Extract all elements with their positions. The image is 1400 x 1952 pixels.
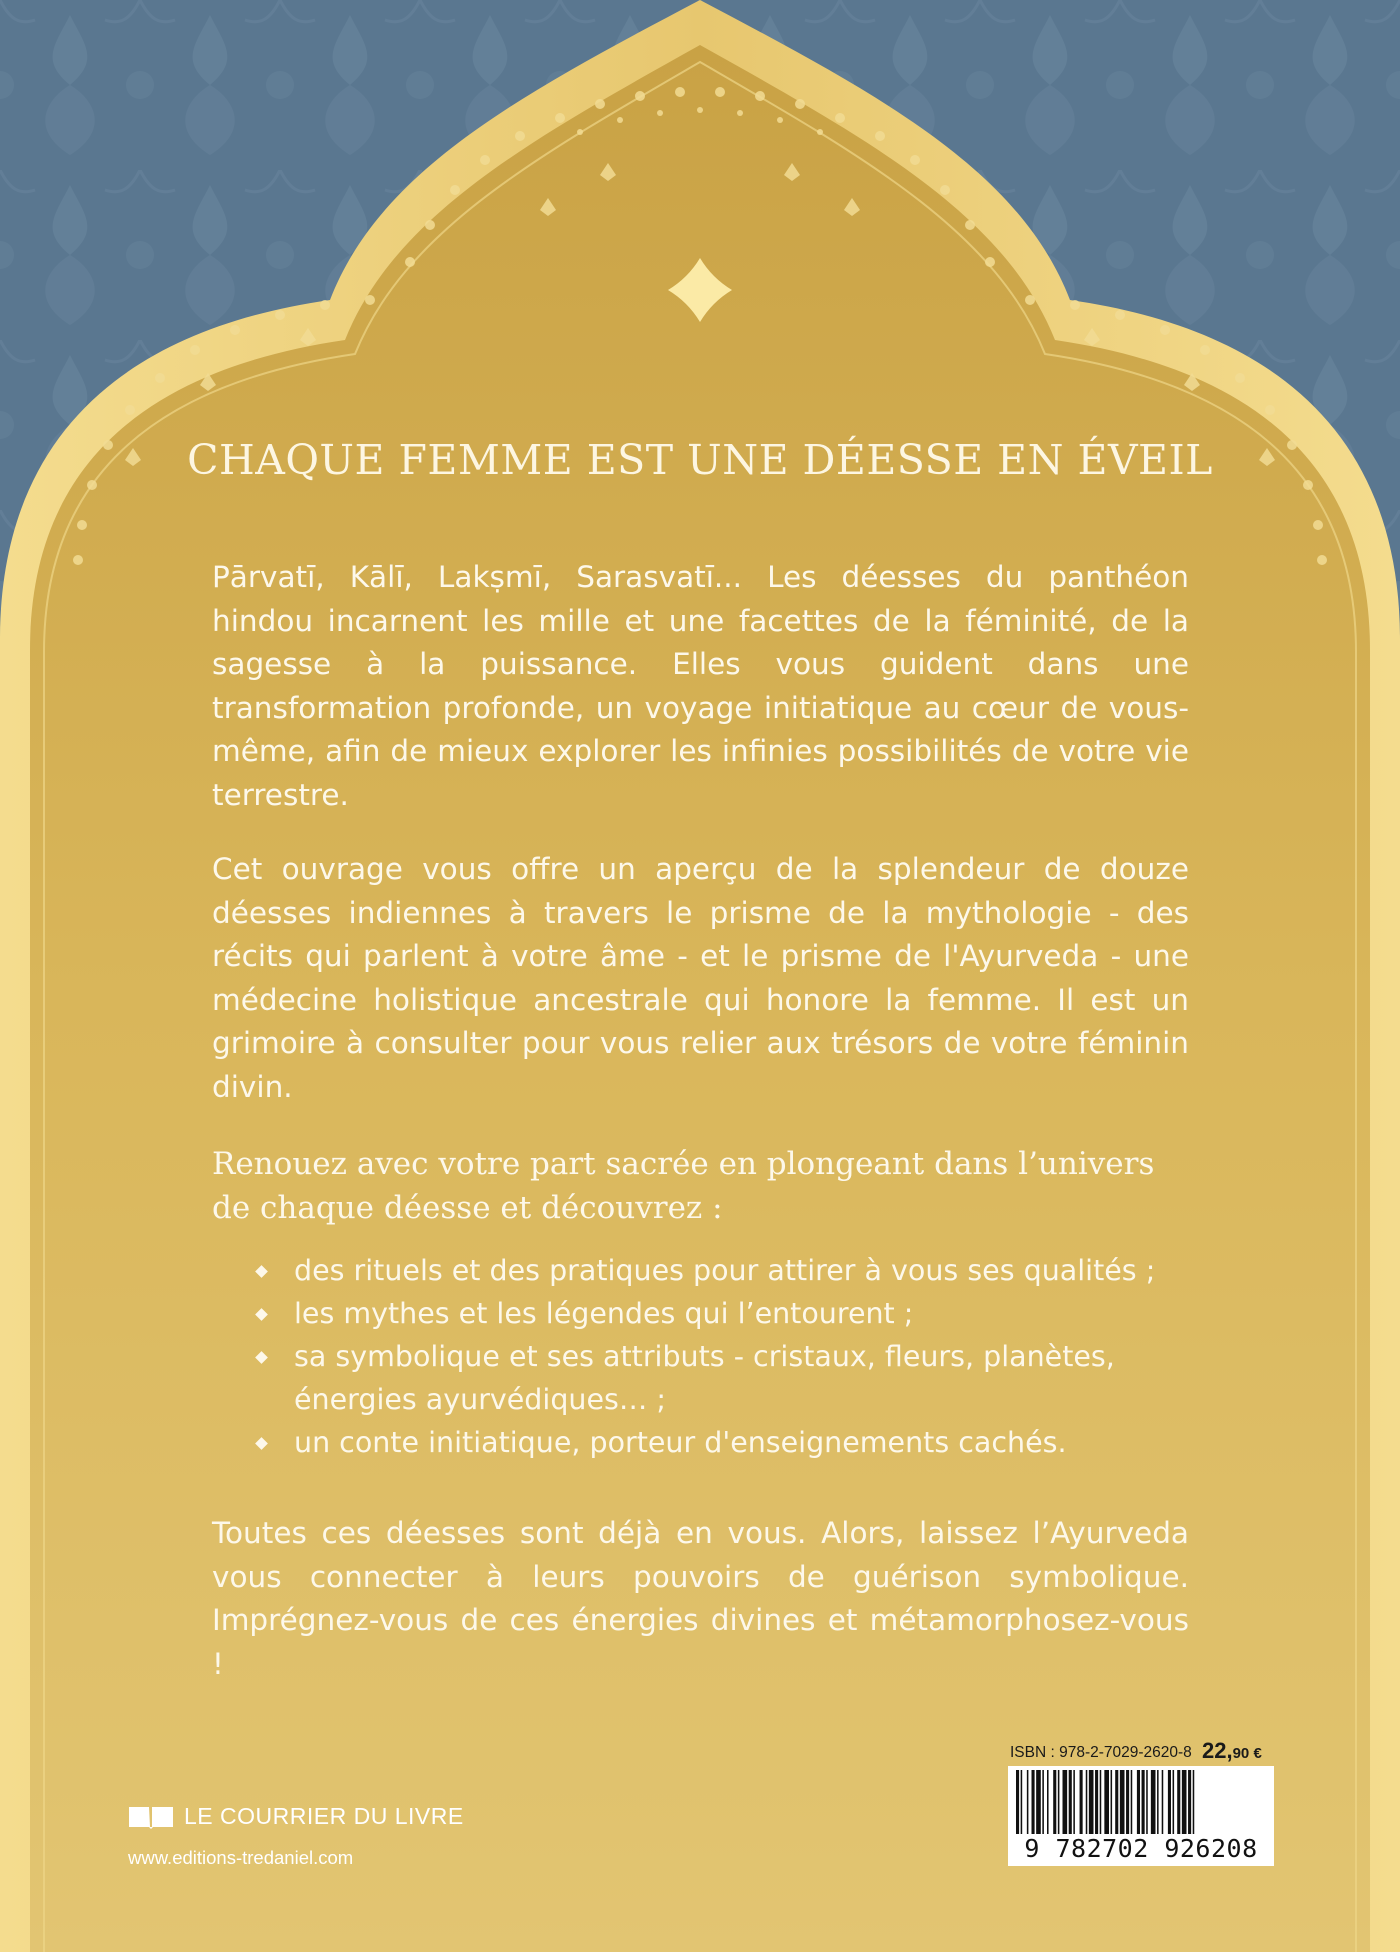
list-item [255,1249,1215,1292]
website-link[interactable]: www.editions-tredaniel.com [128,1847,354,1868]
barcode-bar [1095,1770,1098,1836]
barcode-bar [1089,1770,1094,1836]
barcode-bar [1126,1770,1129,1836]
barcode-bar [1193,1770,1195,1836]
barcode-bar [1146,1770,1148,1836]
list-item-text: un conte initiatique, porteur d'enseignements cachés. [294,1426,1067,1459]
barcode-bar [1058,1770,1060,1836]
bullet-diamond-icon [255,1437,268,1450]
barcode-bar [1188,1770,1191,1836]
barcode-bar [1137,1770,1140,1836]
barcode-bar [1080,1770,1083,1836]
barcode-bar [1016,1770,1019,1836]
page-title: CHAQUE FEMME EST UNE DÉESSE EN ÉVEIL [187,436,1213,484]
paragraph-2: Cet ouvrage vous offre un aperçu de la splendeur de douze déesses indiennes à travers le prisme de la mythologie - des récits qui parlent à votre âme - et le prisme de l'Ayurveda - une médecine holistique ancestrale qui honore la femme. Il est un grimoire à consulter pour vous relier aux trésors de votre féminin divin. [212,852,1189,1104]
barcode-bar [1111,1770,1113,1836]
barcode-bar [1142,1770,1145,1836]
paragraph-1: Pārvatī, Kālī, Lakṣmī, Sarasvatī... Les déesses du panthéon hindou incarnent les mille et une facettes de la féminité, de la sagesse à la puissance. Elles vous guident dans une transformation profonde, un voyage initiatique au cœur de vous-même, afin de mieux explorer les infinies possibilités de votre vie terrestre. [212,560,1189,812]
list-item [255,1421,1215,1464]
barcode-bar [1053,1770,1056,1836]
list-item-text: les mythes et les légendes qui l’entourent ; [294,1297,914,1330]
barcode [1008,1766,1274,1866]
barcode-bar [1073,1770,1075,1836]
price-main: 22, [1202,1738,1233,1763]
barcode-bar [1168,1770,1171,1836]
barcode-bar [1100,1770,1102,1836]
publisher-name: LE COURRIER DU LIVRE [184,1803,464,1829]
intro-text: Renouez avec votre part sacrée en plongeant dans l’univers de chaque déesse et découvrez : [212,1146,1155,1226]
bullet-diamond-icon [255,1265,268,1278]
barcode-bar [1177,1770,1180,1836]
barcode-bar [1182,1770,1187,1836]
bullet-diamond-icon [255,1308,268,1321]
barcode-bar [1151,1770,1156,1836]
book-logo-icon [128,1805,174,1829]
barcode-bars [1008,1766,1274,1838]
barcode-bar [1131,1770,1133,1836]
list-item-text: des rituels et des pratiques pour attirer à vous ses qualités ; [294,1254,1156,1287]
barcode-bar [1157,1770,1159,1836]
list-item [255,1335,1215,1421]
barcode-bar [1042,1770,1044,1836]
bullet-diamond-icon [255,1351,268,1364]
publisher [128,1803,464,1830]
barcode-bar [1069,1770,1072,1836]
barcode-bar [1021,1770,1023,1836]
barcode-bar [1047,1770,1049,1836]
barcode-number: 9 782702 926208 [1008,1834,1274,1864]
barcode-bar [1104,1770,1109,1836]
barcode-bar [1162,1770,1164,1836]
barcode-bar [1086,1770,1088,1836]
barcode-bar [1063,1770,1068,1836]
price-label [1202,1738,1262,1764]
list-item-text: sa symbolique et ses attributs - cristaux, fleurs, planètes, énergies ayurvédiques… ; [294,1340,1115,1416]
barcode-bar [1027,1770,1029,1836]
barcode-bar [1036,1770,1041,1836]
paragraph-3: Toutes ces déesses sont déjà en vous. Alors, laissez l’Ayurveda vous connecter à leurs pouvoirs de guérison symbolique. Imprégnez-vous de ces énergies divines et métamorphosez-vous ! [212,1516,1189,1681]
barcode-bar [1032,1770,1035,1836]
barcode-bar [1120,1770,1125,1836]
price-cents: 90 € [1232,1745,1262,1762]
barcode-bar [1115,1770,1118,1836]
bullet-list [255,1249,1215,1464]
barcode-bar [1173,1770,1175,1836]
isbn-label: ISBN : 978-2-7029-2620-8 [1010,1744,1192,1761]
list-item [255,1292,1215,1335]
